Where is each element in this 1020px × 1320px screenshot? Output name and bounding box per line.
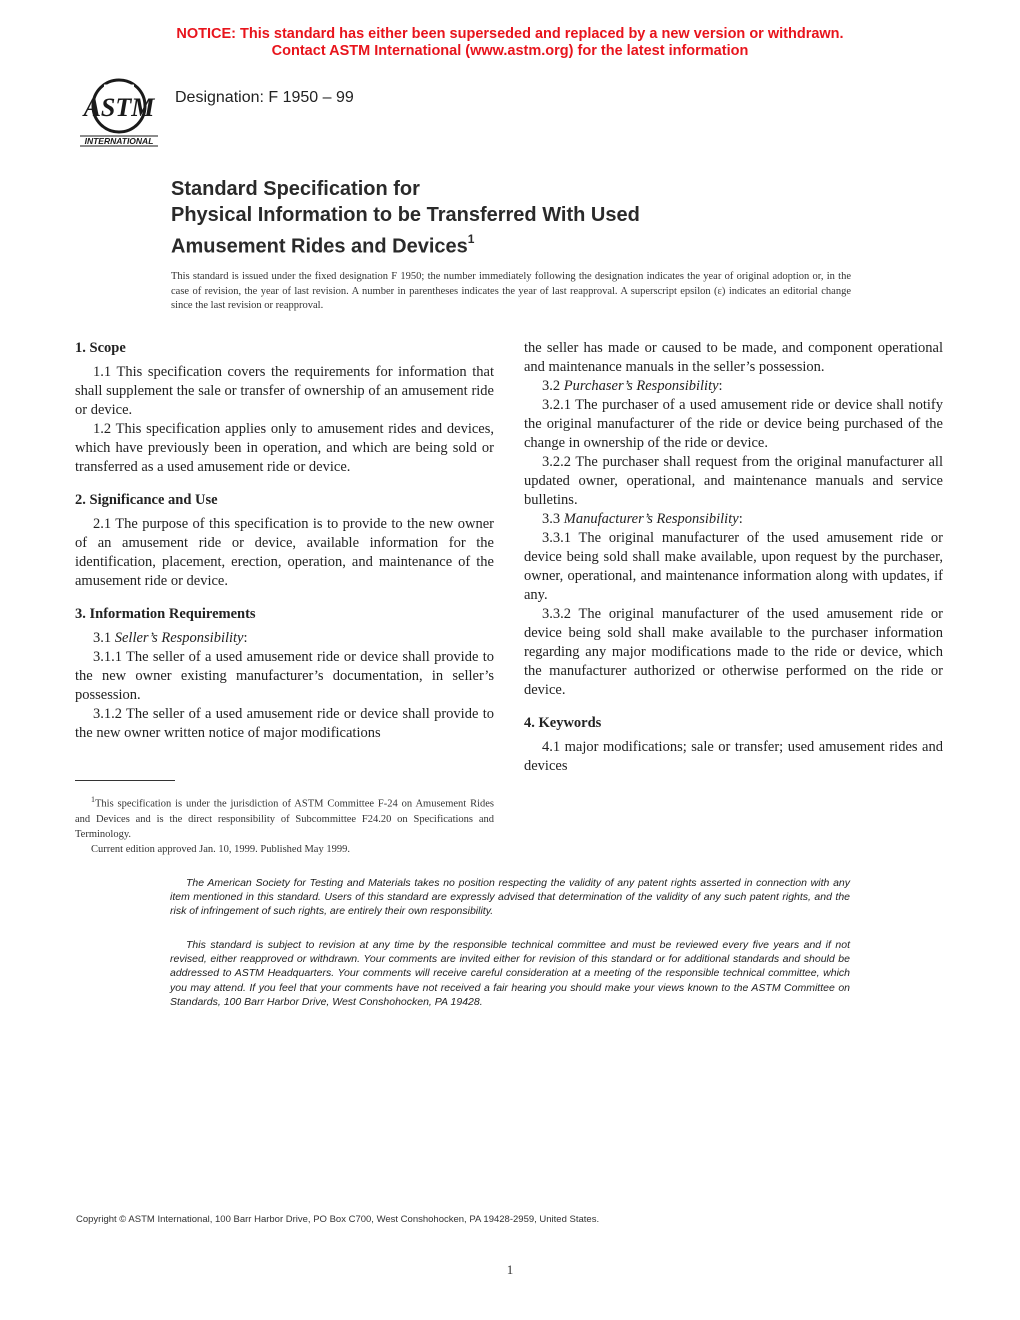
paragraph-3-1-2-continued: the seller has made or caused to be made, and component operational and maintenance manuals in the seller’s possession.	[524, 340, 943, 375]
title-footnote-mark: 1	[467, 232, 475, 246]
paragraph-2-1: 2.1 The purpose of this specification is to provide to the new owner of an amusement ride or device, available information for the identification, placement, erection, operation, and maintenance of the amusement ride or device.	[75, 516, 494, 589]
page-number: 1	[506, 1262, 514, 1277]
paragraph-3-1-number: 3.1	[93, 630, 112, 646]
logo-letters: ASTM	[83, 93, 155, 122]
astm-international-logo	[76, 78, 162, 148]
paragraph-3-2-1: 3.2.1 The purchaser of a used amusement ride or device shall notify the original manufacturer of the ride or device being purchased of the change in ownership of the ride or device.	[524, 397, 943, 451]
paragraph-3-2-title: Purchaser’s Responsibility	[563, 378, 719, 394]
section-4-heading: 4. Keywords	[524, 715, 602, 731]
paragraph-3-2-number: 3.2	[542, 378, 561, 394]
paragraph-3-2: 3.2 Purchaser’s Responsibility:	[542, 378, 723, 394]
astm-logo-icon	[76, 78, 162, 148]
title-line-3: Amusement Rides and Devices	[171, 235, 468, 258]
paragraph-3-3-1: 3.3.1 The original manufacturer of the used amusement ride or device being sold shall make available, upon request by the purchaser, owner, operational, and maintenance information along with updates, if any.	[524, 530, 943, 603]
footnote-edition: Current edition approved Jan. 10, 1999. Published May 1999.	[91, 843, 350, 855]
document-title	[171, 176, 891, 260]
section-2-heading: 2. Significance and Use	[75, 492, 218, 508]
paragraph-3-2-2: 3.2.2 The purchaser shall request from the original manufacturer all updated owner, operational, and maintenance manuals and service bulletins.	[524, 454, 943, 508]
patent-disclaimer	[170, 876, 850, 919]
notice-line-2: Contact ASTM International (www.astm.org) for the latest information	[271, 43, 749, 59]
footnote-1-mark: 1	[91, 795, 95, 804]
footnote-divider	[75, 780, 175, 781]
designation: Designation: F 1950 – 99	[175, 89, 354, 106]
copyright: Copyright © ASTM International, 100 Barr Harbor Drive, PO Box C700, West Conshohocken, PA 19428-2959, United States.	[76, 1214, 600, 1225]
footnote-1-text: This specification is under the jurisdiction of ASTM Committee F-24 on Amusement Rides and Devices and is the direct responsibility of Subcommittee F24.20 on Specifications and Terminology.	[75, 798, 494, 840]
section-3-heading: 3. Information Requirements	[75, 606, 256, 622]
paragraph-3-3-2: 3.3.2 The original manufacturer of the used amusement ride or device being sold shall make available to the purchaser information regarding any major modifications made to the ride or device, which the manufacturer authorized or otherwise performed on the ride or device.	[524, 606, 943, 698]
paragraph-3-1-title: Seller’s Responsibility	[114, 630, 244, 646]
right-column	[524, 339, 943, 776]
paragraph-3-3: 3.3 Manufacturer’s Responsibility:	[542, 511, 743, 527]
paragraph-3-3-number: 3.3	[542, 511, 561, 527]
paragraph-3-3-title: Manufacturer’s Responsibility	[563, 511, 739, 527]
logo-label: INTERNATIONAL	[84, 136, 154, 146]
paragraph-3-1-1: 3.1.1 The seller of a used amusement ride or device shall provide to the new owner existing manufacturer’s documentation, in seller’s possession.	[75, 649, 494, 703]
footnotes	[75, 792, 494, 857]
footnote-1	[75, 792, 494, 842]
issue-note: This standard is issued under the fixed designation F 1950; the number immediately following the designation indicates the year of original adoption or, in the case of revision, the year of last revision. A number in parentheses indicates the year of last reapproval. A superscript epsilon (ε) indicates an editorial change since the last revision or reapproval.	[171, 271, 851, 311]
title-line-2: Physical Information to be Transferred With Used	[171, 204, 640, 226]
supersession-notice	[0, 26, 1020, 60]
title-line-1: Standard Specification for	[171, 178, 420, 200]
paragraph-4-1: 4.1 major modifications; sale or transfer; used amusement rides and devices	[524, 739, 943, 774]
revision-disclaimer	[170, 938, 850, 1009]
paragraph-3-1-2: 3.1.2 The seller of a used amusement ride or device shall provide to the new owner written notice of major modifications	[75, 706, 494, 741]
left-column	[75, 339, 494, 743]
paragraph-3-1: 3.1 Seller’s Responsibility:	[93, 630, 248, 646]
revision-disclaimer-text: This standard is subject to revision at any time by the responsible technical committee and must be reviewed every five years and if not revised, either reapproved or withdrawn. Your comments are invited either for revision of this standard or for additional standards and should be addressed to ASTM Headquarters. Your comments will receive careful consideration at a meeting of the responsible technical committee, which you may attend. If you feel that your comments have not received a fair hearing you should make your views known to the ASTM Committee on Standards, 100 Barr Harbor Drive, West Conshohocken, PA 19428.	[170, 939, 850, 1008]
notice-line-1: NOTICE: This standard has either been superseded and replaced by a new version or withdrawn.	[176, 26, 844, 42]
patent-disclaimer-text: The American Society for Testing and Materials takes no position respecting the validity of any patent rights asserted in connection with any item mentioned in this standard. Users of this standard are expressly advised that determination of the validity of any such patent rights, and the risk of infringement of such rights, are entirely their own responsibility.	[170, 877, 850, 918]
section-1-heading: 1. Scope	[75, 340, 126, 356]
paragraph-1-2: 1.2 This specification applies only to amusement rides and devices, which have previously been in operation, and which are being sold or transferred as a used amusement ride or device.	[75, 421, 494, 475]
paragraph-1-1: 1.1 This specification covers the requirements for information that shall supplement the sale or transfer of ownership of an amusement ride or device.	[75, 364, 494, 418]
